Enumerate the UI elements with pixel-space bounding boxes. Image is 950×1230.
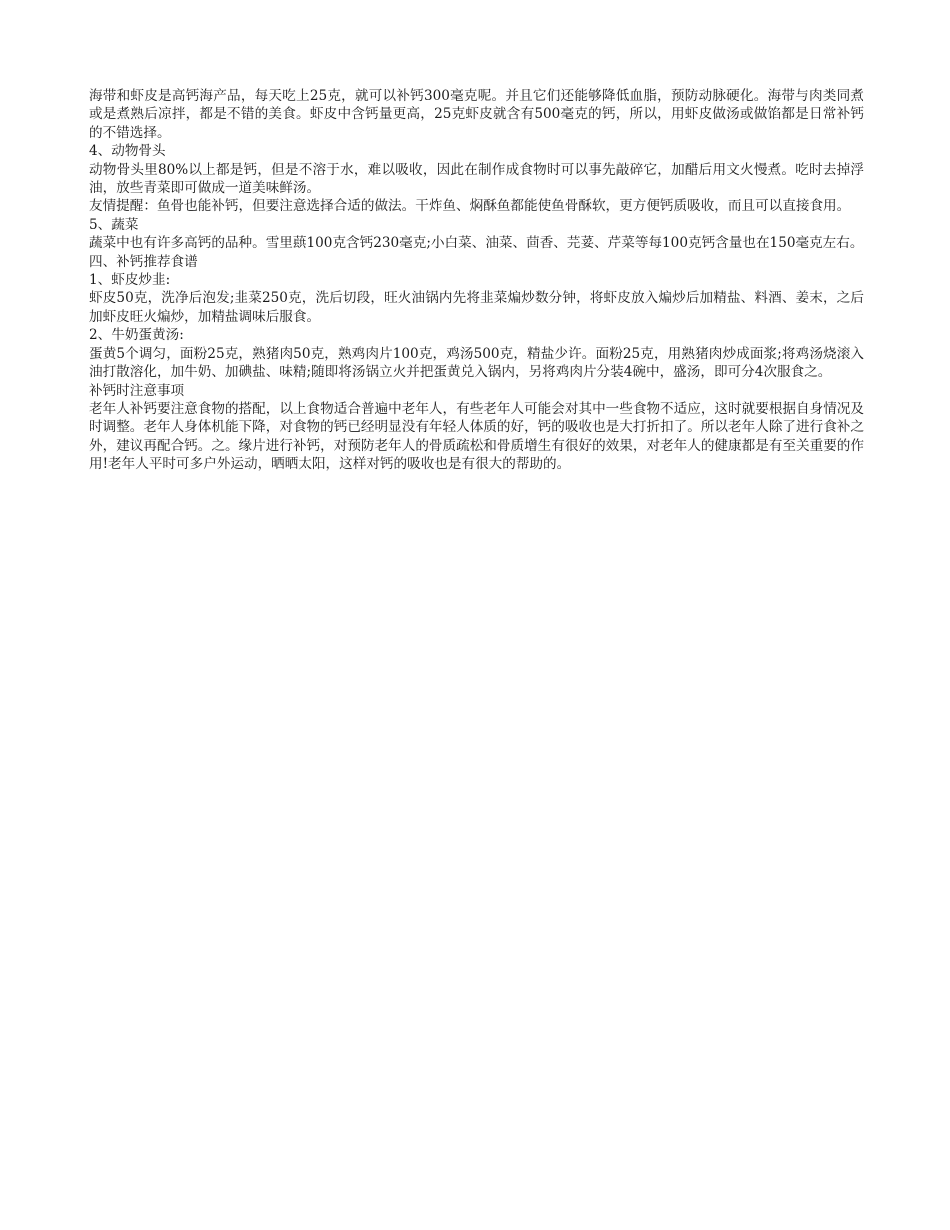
heading-recipe-milk-yolk-soup: 2、牛奶蛋黄汤: — [89, 327, 184, 344]
heading-recipes: 四、补钙推荐食谱 — [89, 253, 198, 270]
paragraph-recipe-milk-yolk-soup: 蛋黄5个调匀，面粉25克，熟猪肉50克，熟鸡肉片100克，鸡汤500克，精盐少许。面粉25克，用熟猪肉炒成面浆;将鸡汤烧滚入油打散溶化，加牛奶、加碘盐、味精;随即将汤锅立火并把蛋黄兑入锅内，另将鸡肉片分装4碗中，盛汤，即可分4次服食之。 — [89, 345, 864, 381]
heading-precautions: 补钙时注意事项 — [89, 382, 185, 399]
paragraph-seaweed-shrimp: 海带和虾皮是高钙海产品，每天吃上25克，就可以补钙300毫克呢。并且它们还能够降低血脂，预防动脉硬化。海带与肉类同煮或是煮熟后凉拌，都是不错的美食。虾皮中含钙量更高，25克虾皮就含有500毫克的钙，所以，用虾皮做汤或做馅都是日常补钙的不错选择。 — [89, 88, 864, 141]
paragraph-animal-bones: 动物骨头里80%以上都是钙，但是不溶于水，难以吸收，因此在制作成食物时可以事先敲碎它，加醋后用文火慢煮。吃时去掉浮油，放些青菜即可做成一道美味鲜汤。 — [89, 161, 864, 197]
heading-recipe-shrimp-leek: 1、虾皮炒韭: — [89, 272, 171, 289]
paragraph-fish-bone-tip: 友情提醒：鱼骨也能补钙，但要注意选择合适的做法。干炸鱼、焖酥鱼都能使鱼骨酥软，更方便钙质吸收，而且可以直接食用。 — [89, 198, 851, 215]
document-body — [89, 87, 864, 474]
heading-animal-bones: 4、动物骨头 — [89, 143, 166, 160]
paragraph-vegetables: 蔬菜中也有许多高钙的品种。雪里蕻100克含钙230毫克;小白菜、油菜、茴香、芫荽、芹菜等每100克钙含量也在150毫克左右。 — [89, 235, 864, 252]
paragraph-recipe-shrimp-leek: 虾皮50克，洗净后泡发;韭菜250克，洗后切段，旺火油锅内先将韭菜煸炒数分钟，将虾皮放入煸炒后加精盐、料酒、姜末，之后加虾皮旺火煸炒，加精盐调味后服食。 — [89, 290, 864, 325]
heading-vegetables: 5、蔬菜 — [89, 216, 139, 233]
paragraph-precautions: 老年人补钙要注意食物的搭配，以上食物适合普遍中老年人，有些老年人可能会对其中一些食物不适应，这时就要根据自身情况及时调整。老年人身体机能下降，对食物的钙已经明显没有年轻人体质的好，钙的吸收也是大打折扣了。所以老年人除了进行食补之外，建议再配合钙。之。缘片进行补钙，对预防老年人的骨质疏松和骨质增生有很好的效果，对老年人的健康都是有至关重要的作用!老年人平时可多户外运动，晒晒太阳，这样对钙的吸收也是有很大的帮助的。 — [89, 400, 864, 473]
